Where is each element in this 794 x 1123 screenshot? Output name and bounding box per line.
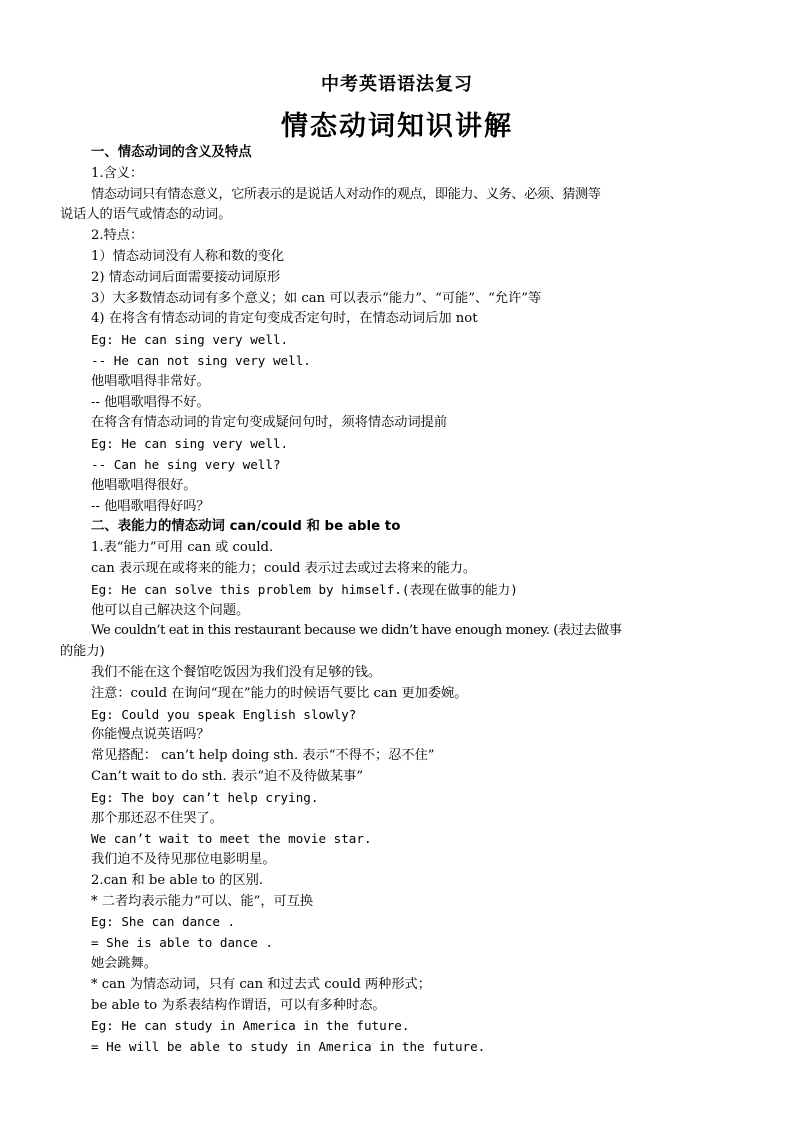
text-line: Eg: He can study in America in the future. bbox=[91, 1018, 410, 1034]
text-line: -- He can not sing very well. bbox=[91, 352, 311, 368]
text-line: Eg: The boy can’t help crying. bbox=[91, 789, 319, 805]
text-line: Can’t wait to do sth. 表示“迫不及待做某事” bbox=[91, 768, 364, 784]
text-line: 我们不能在这个餐馆吃饭因为我们没有足够的钱。 bbox=[91, 664, 382, 680]
text-line: Eg: He can sing very well. bbox=[91, 332, 289, 348]
text-line: 2.can 和 be able to 的区别. bbox=[91, 872, 264, 888]
text-line: 2.特点： bbox=[91, 228, 144, 244]
text-line: can 表示现在或将来的能力；could 表示过去或过去将来的能力。 bbox=[91, 560, 477, 576]
text-line: 2) 情态动词后面需要接动词原形 bbox=[91, 269, 281, 285]
text-line: -- Can he sing very well? bbox=[91, 456, 281, 472]
text-line: 我们迫不及待见那位电影明星。 bbox=[91, 852, 276, 868]
document-body bbox=[0, 143, 794, 1058]
text-line: 4) 在将含有情态动词的肯定句变成否定句时，在情态动词后加 not bbox=[91, 311, 478, 327]
text-line: * can 为情态动词，只有 can 和过去式 could 两种形式； bbox=[91, 976, 431, 992]
text-line: Eg: He can solve this problem by himself.(表现在做事的能力) bbox=[91, 581, 518, 597]
text-line: Eg: She can dance . bbox=[91, 914, 236, 930]
text-line: = He will be able to study in America in the future. bbox=[91, 1039, 486, 1055]
text-line: Eg: He can sing very well. bbox=[91, 436, 289, 452]
text-line: be able to 为系表结构作谓语，可以有多种时态。 bbox=[91, 997, 386, 1013]
text-line: 的能力) bbox=[60, 644, 105, 660]
section-heading: 一、情态动词的含义及特点 bbox=[91, 145, 252, 160]
text-line: * 二者均表示能力“可以、能”，可互换 bbox=[91, 893, 314, 909]
document-title: 情态动词知识讲解 bbox=[281, 111, 513, 142]
text-line: We can’t wait to meet the movie star. bbox=[91, 831, 372, 847]
text-line: 在将含有情态动词的肯定句变成疑问句时，须将情态动词提前 bbox=[91, 415, 448, 431]
text-line: 你能慢点说英语吗？ bbox=[91, 727, 210, 743]
text-line: Eg: Could you speak English slowly? bbox=[91, 706, 357, 722]
text-line: 常见搭配： can’t help doing sth. 表示“不得不；忍不住” bbox=[91, 748, 435, 764]
text-line: 1）情态动词没有人称和数的变化 bbox=[91, 248, 285, 264]
text-line: 情态动词只有情态意义，它所表示的是说话人对动作的观点，即能力、义务、必须、猜测等 bbox=[91, 186, 601, 202]
text-line: 她会跳舞。 bbox=[91, 956, 157, 972]
text-line: -- 他唱歌唱得不好。 bbox=[91, 394, 210, 410]
text-line: -- 他唱歌唱得好吗？ bbox=[91, 498, 210, 514]
text-line: We couldn’t eat in this restaurant because we didn’t have enough money. (表过去做事 bbox=[91, 623, 622, 639]
text-line: 他唱歌唱得很好。 bbox=[91, 477, 197, 493]
text-line: 3）大多数情态动词有多个意义；如 can 可以表示“能力”、“可能”、“允许”等 bbox=[91, 290, 542, 306]
text-line: 说话人的语气或情态的动词。 bbox=[60, 207, 232, 223]
document-subtitle: 中考英语语法复习 bbox=[321, 74, 473, 95]
section-heading: 二、表能力的情态动词 can/could 和 be able to bbox=[91, 519, 401, 535]
text-line: 注意：could 在询问“现在”能力的时候语气要比 can 更加委婉。 bbox=[91, 685, 468, 701]
text-line: 1.表“能力”可用 can 或 could. bbox=[91, 540, 274, 556]
text-line: 他唱歌唱得非常好。 bbox=[91, 373, 210, 389]
text-line: 那个那还忍不住哭了。 bbox=[91, 810, 223, 826]
text-line: = She is able to dance . bbox=[91, 935, 273, 951]
text-line: 1.含义： bbox=[91, 165, 144, 181]
text-line: 他可以自己解决这个问题。 bbox=[91, 602, 250, 618]
